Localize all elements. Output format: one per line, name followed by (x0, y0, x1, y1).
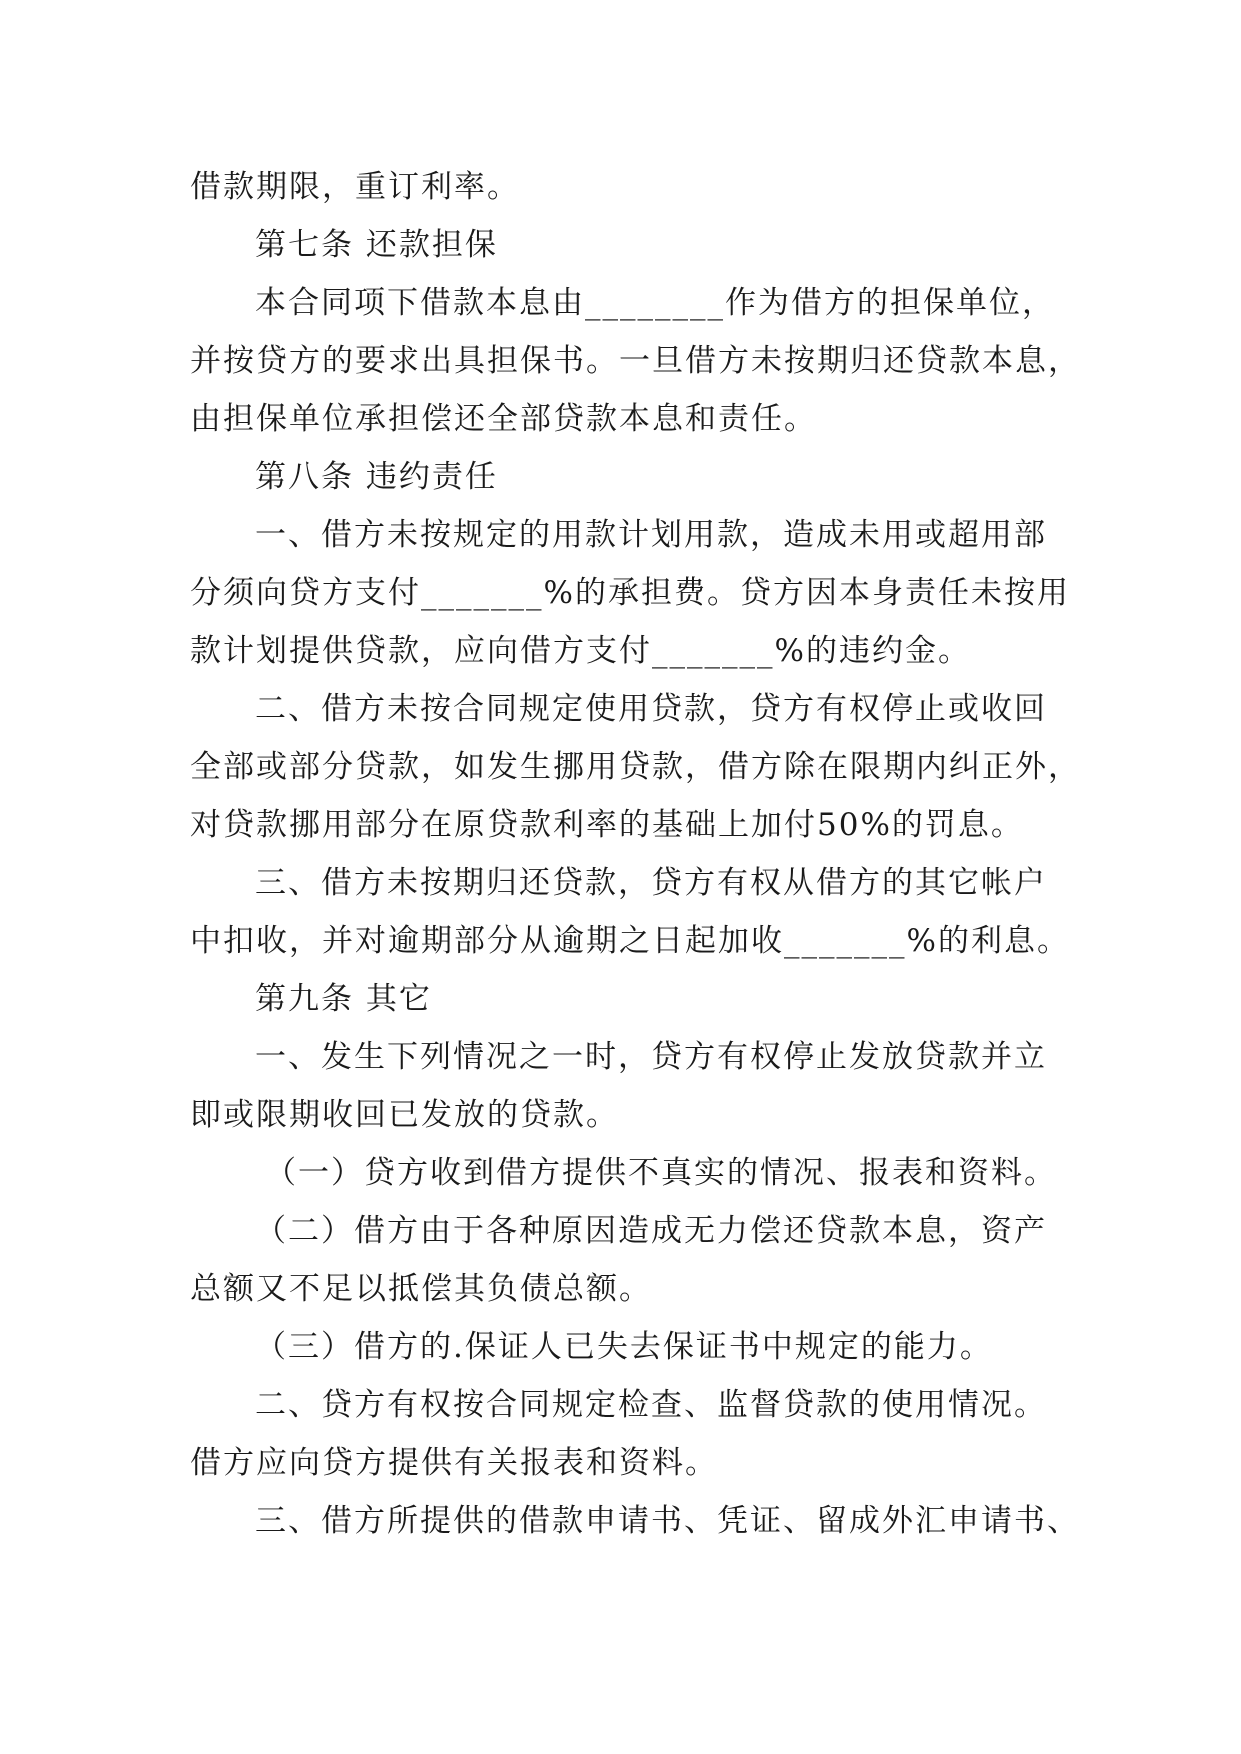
text-line: 款计划提供贷款，应向借方支付_______%的违约金。 (190, 633, 971, 669)
text-line: （二）借方由于各种原因造成无力偿还贷款本息，资产 (255, 1213, 1047, 1249)
text-line: 三、借方所提供的借款申请书、凭证、留成外汇申请书、 (255, 1503, 1080, 1539)
text-line: （一）贷方收到借方提供不真实的情况、报表和资料。 (265, 1155, 1057, 1191)
text-line: 对贷款挪用部分在原贷款利率的基础上加付50%的罚息。 (190, 807, 1024, 843)
text-line: 二、借方未按合同规定使用贷款，贷方有权停止或收回 (255, 691, 1047, 727)
text-line: 分须向贷方支付_______%的承担费。贷方因本身责任未按用 (190, 575, 1070, 611)
article-heading: 第七条 还款担保 (255, 227, 498, 263)
text-line: 借款期限，重订利率。 (190, 169, 520, 205)
text-line: 三、借方未按期归还贷款，贷方有权从借方的其它帐户 (255, 865, 1047, 901)
text-line: 本合同项下借款本息由________作为借方的担保单位， (255, 285, 1055, 321)
article-heading: 第九条 其它 (255, 981, 432, 1017)
text-line: 由担保单位承担偿还全部贷款本息和责任。 (190, 401, 817, 437)
text-line: 并按贷方的要求出具担保书。一旦借方未按期归还贷款本息， (190, 343, 1081, 379)
text-line: 即或限期收回已发放的贷款。 (190, 1097, 619, 1133)
text-line: （三）借方的.保证人已失去保证书中规定的能力。 (255, 1329, 993, 1365)
text-line: 中扣收，并对逾期部分从逾期之日起加收_______%的利息。 (190, 923, 1070, 959)
article-heading: 第八条 违约责任 (255, 459, 498, 495)
text-line: 一、发生下列情况之一时，贷方有权停止发放贷款并立 (255, 1039, 1047, 1075)
text-line: 二、贷方有权按合同规定检查、监督贷款的使用情况。 (255, 1387, 1047, 1423)
text-line: 全部或部分贷款，如发生挪用贷款，借方除在限期内纠正外， (190, 749, 1081, 785)
text-line: 总额又不足以抵偿其负债总额。 (190, 1271, 652, 1307)
document-body (190, 158, 1081, 1550)
text-line: 借方应向贷方提供有关报表和资料。 (190, 1445, 718, 1481)
text-line: 一、借方未按规定的用款计划用款，造成未用或超用部 (255, 517, 1047, 553)
